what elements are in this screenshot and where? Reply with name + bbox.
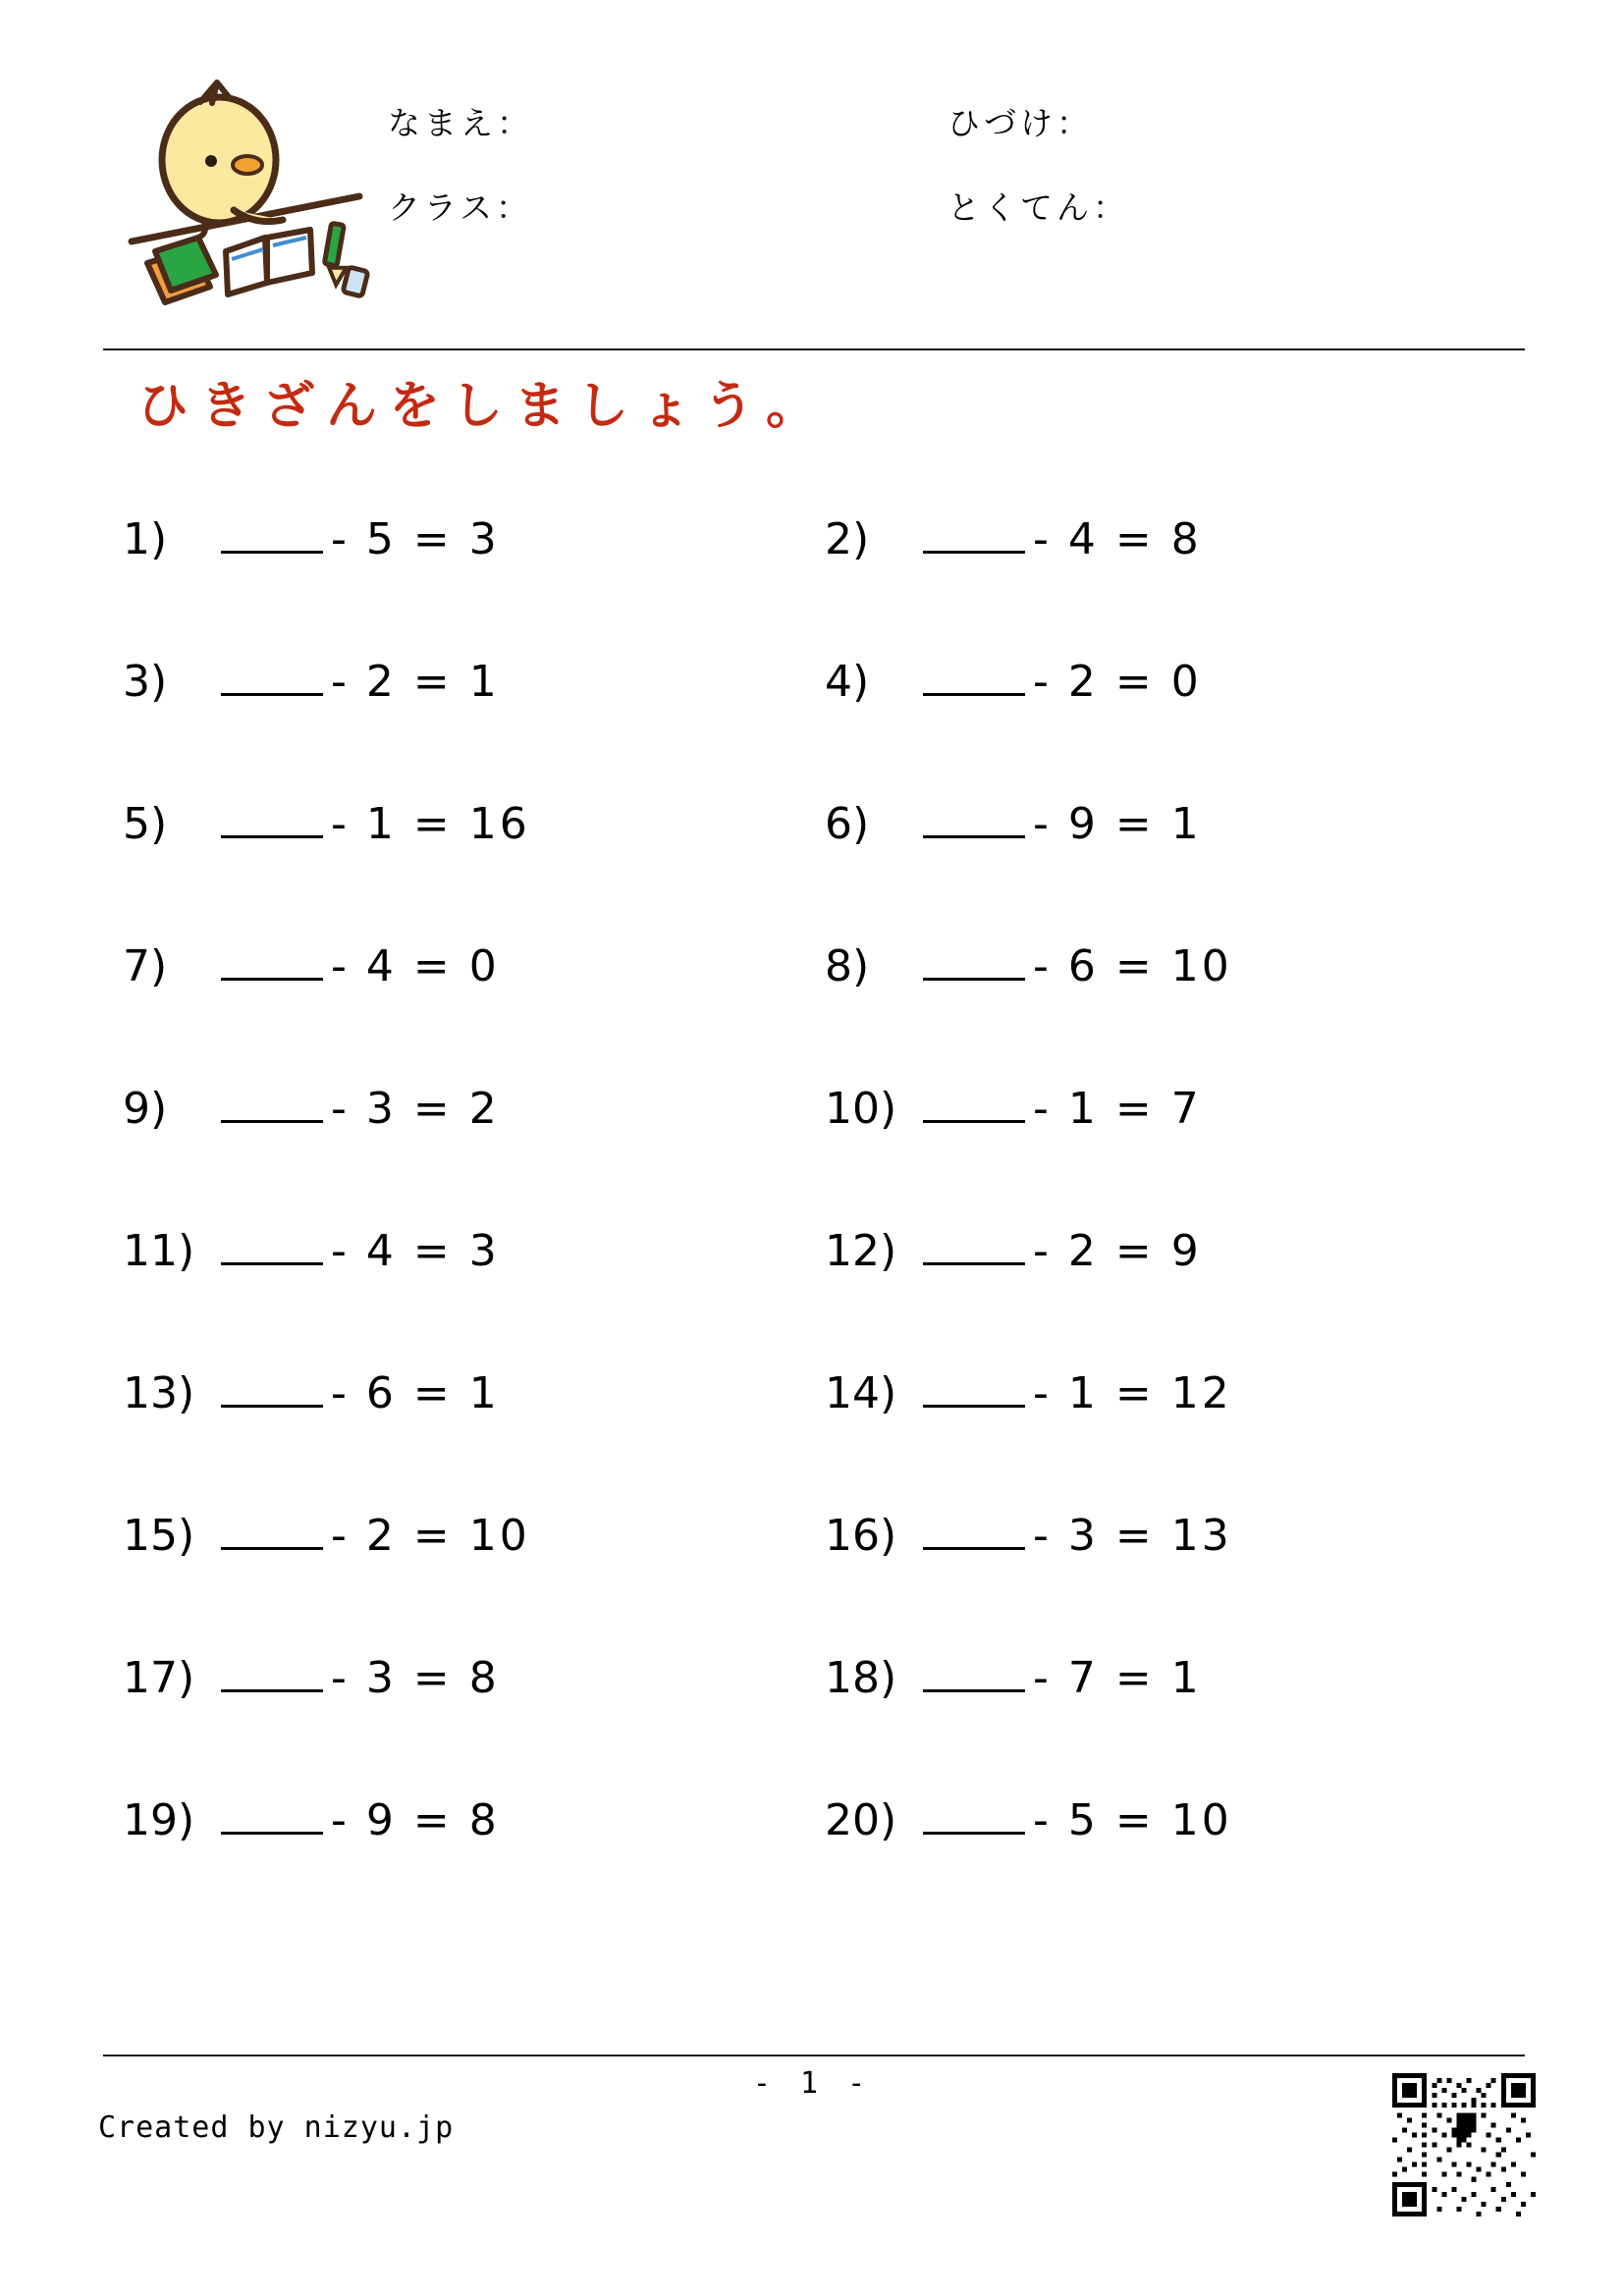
problem-item[interactable]: [825, 638, 1202, 780]
problem-item[interactable]: [123, 638, 500, 780]
footer-divider: [103, 2055, 1525, 2056]
problem-expression: - 5 = 3: [331, 514, 500, 564]
name-label: なまえ：: [388, 104, 533, 142]
problem-number: 3): [123, 657, 168, 707]
answer-blank[interactable]: [221, 1777, 323, 1835]
problem-row: [0, 780, 1624, 923]
answer-blank[interactable]: [221, 923, 323, 981]
class-score-row: [388, 183, 1546, 267]
problem-row: [0, 496, 1624, 638]
problem-row: [0, 1350, 1624, 1492]
answer-blank[interactable]: [923, 1065, 1025, 1123]
problem-expression: - 4 = 3: [331, 1226, 500, 1276]
problem-number: 14): [825, 1368, 897, 1418]
problem-item[interactable]: [123, 496, 500, 638]
answer-blank[interactable]: [221, 1207, 323, 1265]
chick-mascot-illustration: [118, 77, 373, 312]
problem-number: 4): [825, 657, 870, 707]
problem-item[interactable]: [825, 496, 1202, 638]
problem-expression: - 3 = 2: [331, 1084, 500, 1134]
answer-blank[interactable]: [923, 1634, 1025, 1692]
problem-item[interactable]: [825, 1065, 1202, 1207]
problem-item[interactable]: [825, 923, 1232, 1065]
problem-number: 18): [825, 1653, 897, 1703]
answer-blank[interactable]: [221, 1634, 323, 1692]
problem-number: 5): [123, 799, 168, 849]
problem-item[interactable]: [123, 1350, 500, 1492]
problem-item[interactable]: [123, 1492, 530, 1634]
problem-row: [0, 923, 1624, 1065]
problem-expression: - 1 = 12: [1033, 1368, 1232, 1418]
page-number: - 1 -: [752, 2066, 872, 2101]
problem-expression: - 4 = 0: [331, 941, 500, 991]
answer-blank[interactable]: [221, 638, 323, 696]
problem-row: [0, 1777, 1624, 1919]
answer-blank[interactable]: [221, 1492, 323, 1550]
problem-number: 16): [825, 1511, 897, 1561]
problem-expression: - 1 = 16: [331, 799, 530, 849]
problem-number: 6): [825, 799, 870, 849]
problem-item[interactable]: [123, 1634, 500, 1777]
header-divider: [103, 348, 1525, 350]
problem-expression: - 6 = 1: [331, 1368, 500, 1418]
problem-expression: - 4 = 8: [1033, 514, 1202, 564]
problem-expression: - 6 = 10: [1033, 941, 1232, 991]
name-date-row: [388, 98, 1546, 183]
problem-number: 11): [123, 1226, 195, 1276]
problem-row: [0, 1634, 1624, 1777]
problem-item[interactable]: [825, 1777, 1232, 1919]
problem-expression: - 9 = 1: [1033, 799, 1202, 849]
problem-expression: - 3 = 13: [1033, 1511, 1232, 1561]
problem-item[interactable]: [825, 1634, 1202, 1777]
problem-number: 12): [825, 1226, 897, 1276]
problem-number: 8): [825, 941, 870, 991]
problem-item[interactable]: [825, 1350, 1232, 1492]
problem-number: 10): [825, 1084, 897, 1134]
problem-number: 19): [123, 1795, 195, 1845]
problem-expression: - 5 = 10: [1033, 1795, 1232, 1845]
problem-expression: - 9 = 8: [331, 1795, 500, 1845]
answer-blank[interactable]: [923, 1350, 1025, 1408]
answer-blank[interactable]: [923, 496, 1025, 554]
problem-expression: - 1 = 7: [1033, 1084, 1202, 1134]
problem-item[interactable]: [825, 780, 1202, 923]
answer-blank[interactable]: [923, 1207, 1025, 1265]
problem-expression: - 2 = 1: [331, 657, 500, 707]
problem-expression: - 7 = 1: [1033, 1653, 1202, 1703]
problem-number: 7): [123, 941, 168, 991]
problem-row: [0, 1065, 1624, 1207]
answer-blank[interactable]: [221, 780, 323, 838]
answer-blank[interactable]: [923, 1492, 1025, 1550]
problem-expression: - 2 = 9: [1033, 1226, 1202, 1276]
problem-number: 13): [123, 1368, 195, 1418]
problem-item[interactable]: [123, 923, 500, 1065]
answer-blank[interactable]: [221, 1065, 323, 1123]
problem-number: 2): [825, 514, 870, 564]
answer-blank[interactable]: [221, 496, 323, 554]
problem-expression: - 2 = 10: [331, 1511, 530, 1561]
problem-row: [0, 1492, 1624, 1634]
problem-number: 17): [123, 1653, 195, 1703]
problem-expression: - 3 = 8: [331, 1653, 500, 1703]
problem-row: [0, 638, 1624, 780]
problem-item[interactable]: [825, 1492, 1232, 1634]
problem-number: 15): [123, 1511, 195, 1561]
qr-code-icon[interactable]: [1392, 2073, 1536, 2216]
problem-number: 9): [123, 1084, 168, 1134]
date-label: ひづけ：: [947, 104, 1093, 142]
problem-item[interactable]: [123, 780, 530, 923]
page-title: ひきざんをしましょう。: [137, 377, 830, 436]
problem-item[interactable]: [123, 1065, 500, 1207]
answer-blank[interactable]: [923, 923, 1025, 981]
answer-blank[interactable]: [923, 780, 1025, 838]
problem-item[interactable]: [123, 1207, 500, 1350]
problem-item[interactable]: [123, 1777, 500, 1919]
answer-blank[interactable]: [221, 1350, 323, 1408]
problem-item[interactable]: [825, 1207, 1202, 1350]
class-label: クラス：: [388, 188, 533, 227]
credit-text: Created by nizyu.jp: [98, 2110, 455, 2145]
student-info-fields: [388, 98, 1546, 275]
problem-grid: [0, 496, 1624, 1919]
problem-number: 20): [825, 1795, 897, 1845]
answer-blank[interactable]: [923, 638, 1025, 696]
problem-row: [0, 1207, 1624, 1350]
answer-blank[interactable]: [923, 1777, 1025, 1835]
score-label: とくてん：: [947, 188, 1129, 227]
problem-expression: - 2 = 0: [1033, 657, 1202, 707]
problem-number: 1): [123, 514, 168, 564]
worksheet-header: [0, 0, 1624, 348]
